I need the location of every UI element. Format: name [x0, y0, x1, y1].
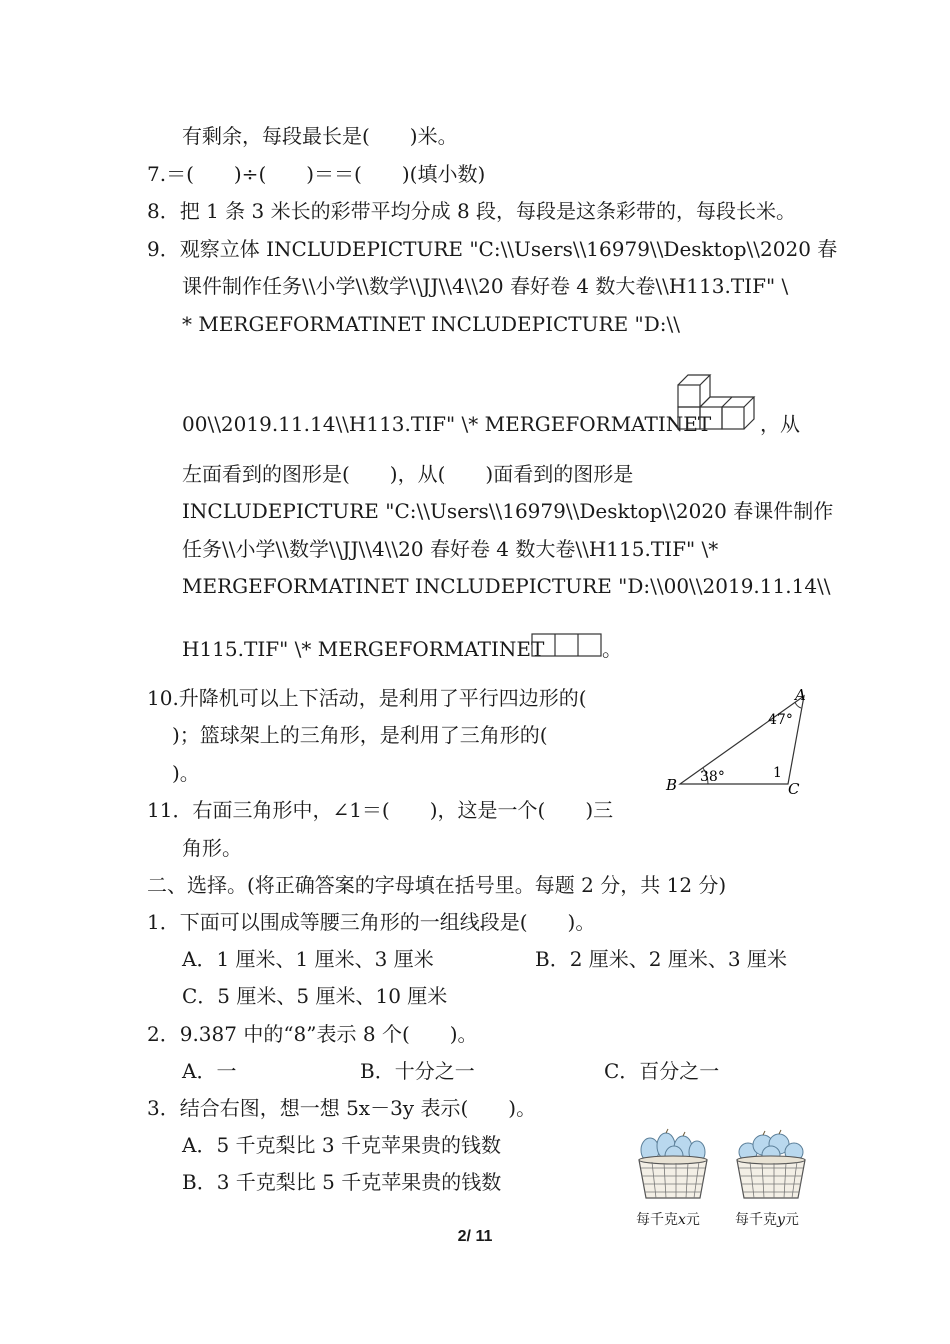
text-line: 任务\\小学\\数学\\JJ\\4\\20 春好卷 4 数大卷\\H115.TIF" \*: [182, 537, 719, 561]
option-b: B．2 厘米、2 厘米、3 厘米: [535, 947, 787, 971]
caption-unit: 元: [685, 1212, 700, 1228]
text-line: 角形。: [182, 836, 242, 860]
text-line: INCLUDEPICTURE "C:\\Users\\16979\\Desktop\\2020 春课件制作: [182, 499, 834, 523]
vertex-a-label: A: [795, 686, 806, 704]
text-line: H115.TIF" \* MERGEFORMATINET: [182, 637, 545, 661]
apple-basket-image: [734, 1128, 808, 1202]
cube-solid-figure: [676, 373, 758, 431]
option-c: C．百分之一: [604, 1059, 720, 1083]
three-squares-figure: [531, 632, 603, 658]
text-line: 左面看到的图形是( )，从( )面看到的图形是: [182, 462, 634, 486]
option-a: A．5 千克梨比 3 千克苹果贵的钱数: [182, 1133, 501, 1157]
choice-question-1: 1．下面可以围成等腰三角形的一组线段是( )。: [147, 910, 596, 934]
pear-price-caption: [636, 1209, 700, 1229]
text-line: 有剩余，每段最长是( )米。: [182, 124, 458, 148]
caption-unit: 元: [784, 1212, 799, 1228]
caption-text: 每千克: [636, 1212, 678, 1228]
angle-a-label: 47°: [768, 712, 793, 728]
choice-question-2: 2．9.387 中的“8”表示 8 个( )。: [147, 1022, 478, 1046]
text-line: )；篮球架上的三角形，是利用了三角形的(: [172, 723, 548, 747]
question-7: 7.＝( )÷( )＝＝( )(填小数): [147, 162, 486, 186]
text-fragment: ，从: [760, 412, 800, 436]
option-b: B．十分之一: [360, 1059, 475, 1083]
page-separator: /: [466, 1228, 471, 1245]
price-variable-x: x: [678, 1212, 686, 1228]
text-line: 00\\2019.11.14\\H113.TIF" \* MERGEFORMATINET: [182, 412, 712, 436]
choice-question-3: 3．结合右图，想一想 5x－3y 表示( )。: [147, 1096, 537, 1120]
option-c: C．5 厘米、5 厘米、10 厘米: [182, 984, 448, 1008]
option-b: B．3 千克梨比 5 千克苹果贵的钱数: [182, 1170, 502, 1194]
price-variable-y: y: [777, 1212, 785, 1228]
current-page: 2: [457, 1228, 467, 1245]
option-a: A．一: [182, 1059, 237, 1083]
pear-basket-image: [636, 1128, 710, 1202]
question-11: 11．右面三角形中，∠1＝( )，这是一个( )三: [147, 798, 614, 822]
vertex-b-label: B: [666, 776, 678, 794]
apple-price-caption: [735, 1209, 799, 1229]
page-number: [0, 1228, 950, 1246]
triangle-figure: [664, 684, 814, 800]
total-pages: 11: [475, 1228, 493, 1245]
angle-b-label: 38°: [700, 769, 725, 785]
text-line: 课件制作任务\\小学\\数学\\JJ\\4\\20 春好卷 4 数大卷\\H113.TIF" \: [182, 274, 789, 298]
question-10: 10.升降机可以上下活动，是利用了平行四边形的(: [147, 686, 587, 710]
caption-text: 每千克: [735, 1212, 777, 1228]
text-line: * MERGEFORMATINET INCLUDEPICTURE "D:\\: [182, 312, 680, 336]
text-fragment: 。: [602, 637, 622, 661]
text-line: MERGEFORMATINET INCLUDEPICTURE "D:\\00\\2019.11.14\\: [182, 574, 831, 598]
angle-1-label: 1: [773, 765, 782, 781]
section-heading: 二、选择。(将正确答案的字母填在括号里。每题 2 分，共 12 分): [147, 873, 727, 897]
question-8: 8．把 1 条 3 米长的彩带平均分成 8 段，每段是这条彩带的，每段长米。: [147, 199, 797, 223]
text-line: )。: [172, 761, 200, 785]
question-9: 9．观察立体 INCLUDEPICTURE "C:\\Users\\16979\\Desktop\\2020 春: [147, 237, 838, 261]
vertex-c-label: C: [788, 780, 800, 798]
option-a: A．1 厘米、1 厘米、3 厘米: [182, 947, 434, 971]
